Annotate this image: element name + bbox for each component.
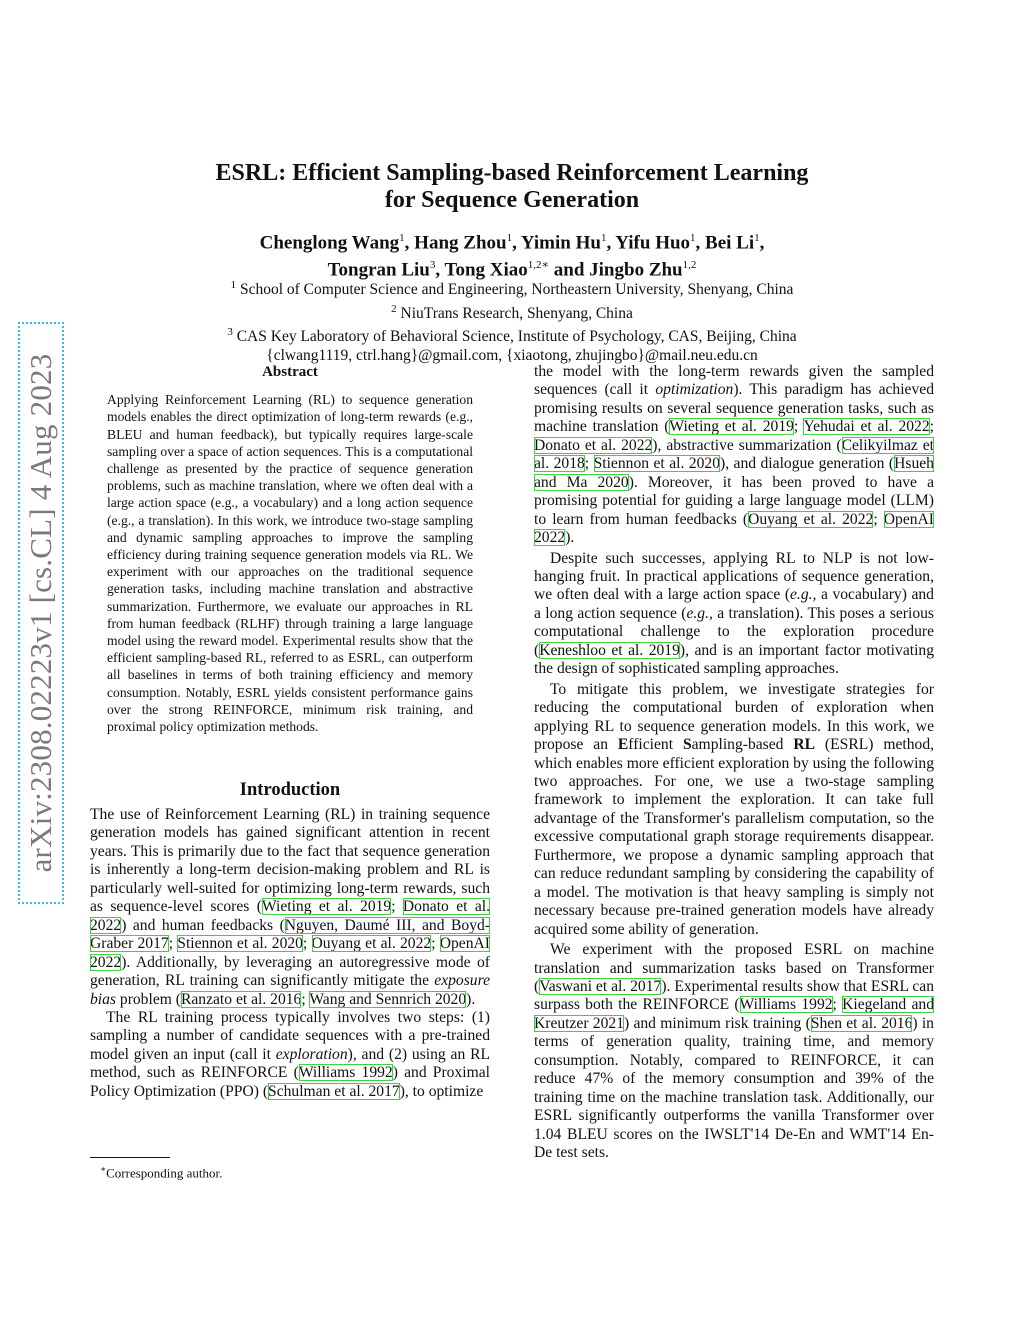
author-affil: 1,2∗ <box>527 259 550 272</box>
citation-link[interactable]: Vaswani et al. 2017 <box>539 977 662 995</box>
citation-link[interactable]: Ouyang et al. 2022 <box>748 510 874 528</box>
citation-link[interactable]: OpenAI 2022 <box>534 510 934 547</box>
citation-link[interactable]: Williams 1992 <box>739 996 833 1014</box>
author-affil: 1 <box>690 232 696 244</box>
citation-link[interactable]: Schulman et al. 2017 <box>268 1082 400 1100</box>
affiliations <box>120 276 904 365</box>
author: Chenglong Wang <box>259 232 400 254</box>
author-affil: 3 <box>429 259 436 272</box>
citation-link[interactable]: Stiennon et al. 2020 <box>177 935 303 953</box>
author-emails: {clwang1119, ctrl.hang}@gmail.com, {xiaotong, zhujingbo}@mail.neu.edu.cn <box>266 346 758 364</box>
author-affil: 1 <box>506 232 513 244</box>
affiliation: $^3$ CAS Key Laboratory of Behavioral Science, Institute of Psychology, CAS, Beijing, China <box>227 326 797 346</box>
author-affil: 1 <box>600 232 607 244</box>
citation-link[interactable]: Nguyen, Daumé III, and Boyd-Graber 2017 <box>90 916 490 953</box>
abstract-section <box>107 364 473 735</box>
author: Yifu Huo <box>615 232 691 254</box>
citation-link[interactable]: Wang and Sennrich 2020 <box>309 990 467 1008</box>
title-line-1: ESRL: Efficient Sampling-based Reinforcement Learning <box>215 160 809 186</box>
intro-paragraph-2: The RL training process typically involves two steps: (1) sampling a number of candidate sequences with a pre-trained model given an input (call it exploration), and (2) using an RL method, such as REINFORCE (Williams 1992) and Proximal Policy Optimization (PPO) (Schulman et al. 2017), to optimize <box>90 1008 491 1100</box>
citation-link[interactable]: Shen et al. 2016 <box>810 1014 913 1032</box>
citation-link[interactable]: Donato et al. 2022 <box>534 436 653 454</box>
citation-link[interactable]: Yehudai et al. 2022 <box>803 418 930 436</box>
footnote-rule <box>90 1157 170 1158</box>
affiliation: $^1$ School of Computer Science and Engineering, Northeastern University, Shenyang, China <box>230 279 794 299</box>
footnote: ∗Corresponding author. <box>100 1164 223 1181</box>
author: Yimin Hu <box>520 232 601 254</box>
author-affil: 1,2 <box>682 259 697 272</box>
author-affil: 1 <box>399 232 405 244</box>
citation-link[interactable]: Celikyilmaz et al. 2018 <box>534 436 934 473</box>
right-paragraph-2: Despite such successes, applying RL to NLP is not low-hanging fruit. In practical applications of sequence generation, we often deal with a large action space (e.g., a vocabulary) and a long action sequence (e.g., a translation). This poses a serious computational challenge to the exploration procedure (Keneshloo et al. 2019), and is an important factor motivating the design of sophisticated sampling approaches. <box>534 549 934 678</box>
citation-link[interactable]: Wieting et al. 2019 <box>261 898 392 916</box>
right-paragraph-1: the model with the long-term rewards given the sampled sequences (call it optimization). This paradigm has achieved promising results on several sequence generation tasks, such as machine translation (Wieting et al. 2019; Yehudai et al. 2022; Donato et al. 2022), abstractive summarization (Celikyilmaz et al. 2018; Stiennon et al. 2020), and dialogue generation (Hsueh and Ma 2020). Moreover, it has been proved to have a promising potential for guiding a large language model (LLM) to learn from human feedbacks (Ouyang et al. 2022; OpenAI 2022). <box>534 363 934 547</box>
author: Bei Li <box>705 232 755 254</box>
abstract-heading: Abstract <box>262 364 318 380</box>
author: Hang Zhou <box>414 232 507 254</box>
citation-link[interactable]: Ranzato et al. 2016 <box>180 990 302 1008</box>
paper-title <box>120 160 904 214</box>
citation-link[interactable]: Williams 1992 <box>298 1064 393 1082</box>
author: Tongran Liu <box>327 259 430 281</box>
right-paragraph-4: We experiment with the proposed ESRL on machine translation and summarization tasks based on Transformer (Vaswani et al. 2017). Experimental results show that ESRL can surpass both the REINFORCE (Williams 1992; Kiegeland and Kreutzer 2021) and minimum risk training (Shen et al. 2016) in terms of generation quality, training time, and memory consumption. Notably, compared to REINFORCE, it can reduce 47% of the memory consumption and 39% of the training time on the machine translation task. Additionally, our ESRL significantly outperforms the vanilla Transformer over 1.04 BLEU scores on the IWSLT'14 De-En and WMT'14 En-De test sets. <box>534 941 935 1162</box>
intro-paragraph-1: The use of Reinforcement Learning (RL) in training sequence generation models has gained significant attention in recent years. This is primarily due to the fact that sequence generation is inherently a long-term decision-making problem and RL is particularly well-suited for optimizing long-term rewards, such as sequence-level scores (Wieting et al. 2019; Donato et al. 2022) and human feedbacks (Nguyen, Daumé III, and Boyd-Graber 2017; Stiennon et al. 2020; Ouyang et al. 2022; OpenAI 2022). Additionally, by leveraging an autoregressive mode of generation, RL training can significantly mitigate the exposure bias problem (Ranzato et al. 2016; Wang and Sennrich 2020). <box>90 806 490 1008</box>
citation-link[interactable]: Kiegeland and Kreutzer 2021 <box>534 996 934 1032</box>
affiliation: $^2$ NiuTrans Research, Shenyang, China <box>391 302 633 322</box>
citation-link[interactable]: Stiennon et al. 2020 <box>593 455 720 473</box>
author: Jingbo Zhu <box>589 259 683 281</box>
right-paragraph-3: To mitigate this problem, we investigate strategies for reducing the computational burden of exploration when applying RL to sequence generation models. In this work, we propose an Efficient Sampling-based RL (ESRL) method, which enables more efficient exploration by using the following two approaches. For one, we use a two-stage sampling framework to implement the exploration. It can take full advantage of the Transformer's parallelism computation, so the excessive computational graph storage requirements disappear. Furthermore, we propose a dynamic sampling approach that can reduce redundant sampling by considering the capability of a model. The motivation is that heavy sampling is simply not necessary because pre-trained generation models have already acquired some ability of generation. <box>534 680 935 938</box>
right-column <box>534 363 934 1162</box>
citation-link[interactable]: Hsueh and Ma 2020 <box>534 455 934 491</box>
abstract-body: Applying Reinforcement Learning (RL) to sequence generation models enables the direct optimization of long-term rewards (e.g., BLEU and human feedback), but typically requires large-scale sampling over a space of action sequences. This is a computational challenge as presented by the practice of sequence generation problems, such as machine translation, where we often deal with a large action space (e.g., a vocabulary) and a long action sequence (e.g., a translation). In this work, we introduce two-stage sampling and dynamic sampling approaches to improve the sampling efficiency during training sequence generation models via RL. We experiment with our approaches on the traditional sequence generation tasks, including machine translation and abstractive summarization. Furthermore, we evaluate our approaches in RL from human feedback (RLHF) through training a large language model using the reward model. Experimental results show that the efficient sampling-based RL, referred to as ESRL, can outperform all baselines in terms of both training efficiency and memory consumption. Notably, ESRL yields consistent performance gains over the strong REINFORCE, minimum risk training, and proximal policy optimization methods. <box>107 392 473 735</box>
introduction-section <box>90 778 490 1101</box>
arxiv-stamp[interactable]: arXiv:2308.02223v1 [cs.CL] 4 Aug 2023 <box>23 353 58 873</box>
citation-link[interactable]: Keneshloo et al. 2019 <box>539 641 680 659</box>
author-list: Chenglong Wang$^1$, Hang Zhou$^1$, Yimin Hu$^1$, Yifu Huo$^1$, Bei Li$^1$, Tongran Liu$^3$, Tong Xiao$^{1,2∗}$ and Jingbo Zhu$^{1,2}$ <box>259 232 765 281</box>
citation-link[interactable]: OpenAI 2022 <box>90 935 490 971</box>
author-affil: 1 <box>754 232 760 244</box>
citation-link[interactable]: Ouyang et al. 2022 <box>311 935 432 953</box>
citation-link[interactable]: Wieting et al. 2019 <box>669 418 794 436</box>
author: Tong Xiao <box>444 259 528 281</box>
introduction-heading: Introduction <box>239 780 341 800</box>
citation-link[interactable]: Donato et al. 2022 <box>90 898 490 934</box>
title-line-2: for Sequence Generation <box>384 187 640 213</box>
